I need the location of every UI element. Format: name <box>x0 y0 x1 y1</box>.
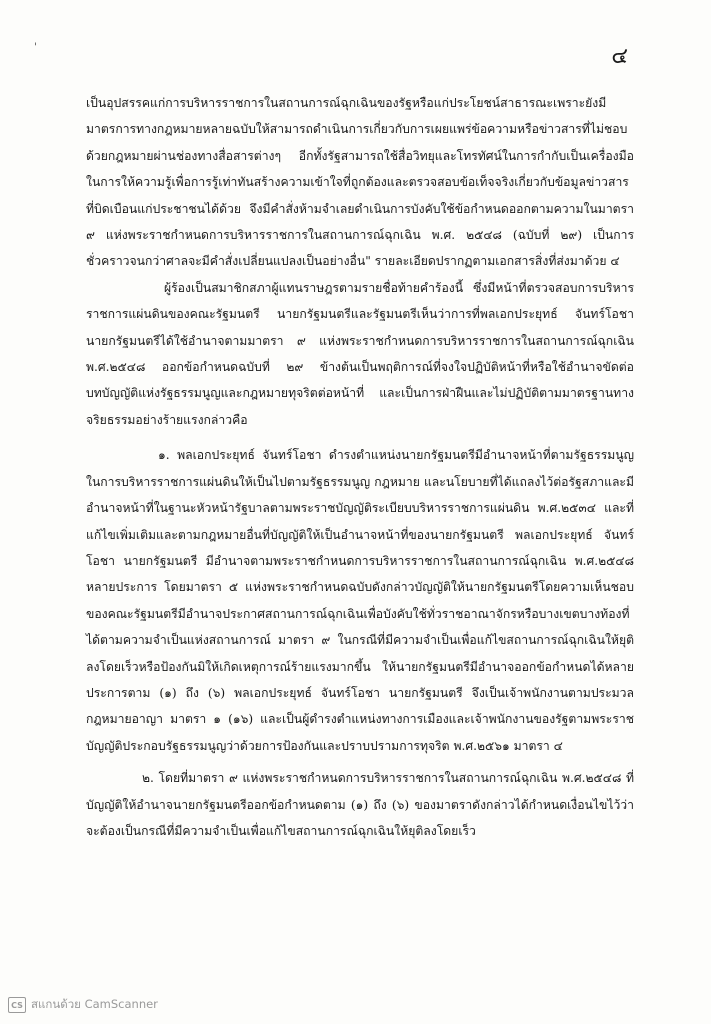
watermark-text: สแกนด้วย CamScanner <box>31 997 158 1011</box>
paragraph-item-2: ๒. โดยที่มาตรา ๙ แห่งพระราชกำหนดการบริหารราชการในสถานการณ์ฉุกเฉิน พ.ศ.๒๕๔๘ ที่บัญญัติให้อำนาจนายกรัฐมนตรีออกข้อกำหนดตาม (๑) ถึง (๖) ของมาตราดังกล่าวได้กำหนดเงื่อนไขไว้ว่าจะต้องเป็นกรณีที่มีความจำเป็นเพื่อแก้ไขสถานการณ์ฉุกเฉินให้ยุติลงโดยเร็ว <box>86 771 634 838</box>
page-number: ๔ <box>611 44 629 69</box>
camscanner-watermark <box>8 996 158 1014</box>
camscanner-logo-icon: CS <box>8 997 26 1013</box>
document-body <box>86 90 634 844</box>
corner-mark: ' <box>34 42 37 53</box>
paragraph-continuation: เป็นอุปสรรคแก่การบริหารราชการในสถานการณ์ฉุกเฉินของรัฐหรือแก่ประโยชน์สาธารณะเพราะยังมีมาตรการทางกฎหมายหลายฉบับให้สามารถดำเนินการเกี่ยวกับการเผยแพร่ข้อความหรือข่าวสารที่ไม่ชอบด้วยกฎหมายผ่านช่องทางสื่อสารต่างๆ อีกทั้งรัฐสามารถใช้สื่อวิทยุและโทรทัศน์ในการกำกับเป็นเครื่องมือในการให้ความรู้เพื่อการรู้เท่าทันสร้างความเข้าใจที่ถูกต้องและตรวจสอบข้อเท็จจริงเกี่ยวกับข้อมูลข่าวสารที่บิดเบือนแก่ประชาชนได้ด้วย จึงมีคำสั่งห้ามจำเลยดำเนินการบังคับใช้ข้อกำหนดออกตามความในมาตรา ๙ แห่งพระราชกำหนดการบริหารราชการในสถานการณ์ฉุกเฉิน พ.ศ. ๒๕๔๘ (ฉบับที่ ๒๙) เป็นการชั่วคราวจนกว่าศาลจะมีคำสั่งเปลี่ยนแปลงเป็นอย่างอื่น" รายละเอียดปรากฏตามเอกสารสิ่งที่ส่งมาด้วย ๔ <box>86 96 634 269</box>
paragraph-item-1: ๑. พลเอกประยุทธ์ จันทร์โอชา ดำรงตำแหน่งนายกรัฐมนตรีมีอำนาจหน้าที่ตามรัฐธรรมนูญในการบริหารราชการแผ่นดินให้เป็นไปตามรัฐธรรมนูญ กฎหมาย และนโยบายที่ได้แถลงไว้ต่อรัฐสภาและมีอำนาจหน้าที่ในฐานะหัวหน้ารัฐบาลตามพระราชบัญญัติระเบียบบริหารราชการแผ่นดิน พ.ศ.๒๕๓๔ และที่แก้ไขเพิ่มเติมและตามกฎหมายอื่นที่บัญญัติให้เป็นอำนาจหน้าที่ของนายกรัฐมนตรี พลเอกประยุทธ์ จันทร์โอชา นายกรัฐมนตรี มีอำนาจตามพระราชกำหนดการบริหารราชการในสถานการณ์ฉุกเฉิน พ.ศ.๒๕๔๘ หลายประการ โดยมาตรา ๕ แห่งพระราชกำหนดฉบับดังกล่าวบัญญัติให้นายกรัฐมนตรีโดยความเห็นชอบของคณะรัฐมนตรีมีอำนาจประกาศสถานการณ์ฉุกเฉินเพื่อบังคับใช้ทั่วราชอาณาจักรหรือบางเขตบางท้องที่ได้ตามความจำเป็นแห่งสถานการณ์ มาตรา ๙ ในกรณีที่มีความจำเป็นเพื่อแก้ไขสถานการณ์ฉุกเฉินให้ยุติลงโดยเร็วหรือป้องกันมิให้เกิดเหตุการณ์ร้ายแรงมากขึ้น ให้นายกรัฐมนตรีมีอำนาจออกข้อกำหนดได้หลายประการตาม (๑) ถึง (๖) พลเอกประยุทธ์ จันทร์โอชา นายกรัฐมนตรี จึงเป็นเจ้าพนักงานตามประมวลกฎหมายอาญา มาตรา ๑ (๑๖) และเป็นผู้ดำรงตำแหน่งทางการเมืองและเจ้าพนักงานของรัฐตามพระราชบัญญัติประกอบรัฐธรรมนูญว่าด้วยการป้องกันและปราบปรามการทุจริต พ.ศ.๒๕๖๑ มาตรา ๔ <box>86 448 634 753</box>
paragraph-petitioner: ผู้ร้องเป็นสมาชิกสภาผู้แทนราษฎรตามรายชื่อท้ายคำร้องนี้ ซึ่งมีหน้าที่ตรวจสอบการบริหารราชการแผ่นดินของคณะรัฐมนตรี นายกรัฐมนตรีและรัฐมนตรีเห็นว่าการที่พลเอกประยุทธ์ จันทร์โอชา นายกรัฐมนตรีได้ใช้อำนาจตามมาตรา ๙ แห่งพระราชกำหนดการบริหารราชการในสถานการณ์ฉุกเฉิน พ.ศ.๒๕๔๘ ออกข้อกำหนดฉบับที่ ๒๙ ข้างต้นเป็นพฤติการณ์ที่จงใจปฏิบัติหน้าที่หรือใช้อำนาจขัดต่อบทบัญญัติแห่งรัฐธรรมนูญและกฎหมายทุจริตต่อหน้าที่ และเป็นการฝ่าฝืนและไม่ปฏิบัติตามมาตรฐานทางจริยธรรมอย่างร้ายแรงกล่าวคือ <box>86 280 634 427</box>
